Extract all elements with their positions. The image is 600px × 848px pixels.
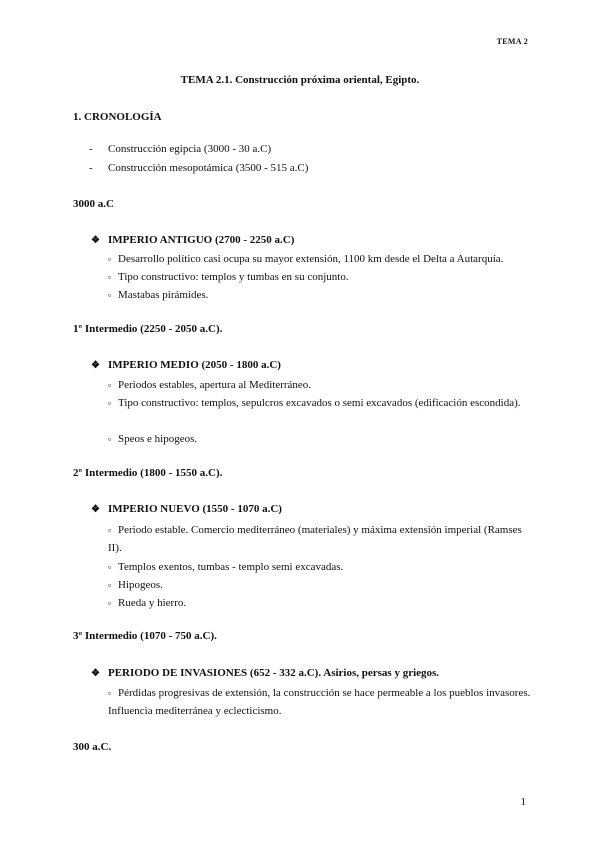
list-item: ▫ Desarrollo político casi ocupa su mayor extensión, 1100 km desde el Delta a Autarquía. bbox=[108, 250, 538, 268]
era-heading-imperio-nuevo: ❖ IMPERIO NUEVO (1550 - 1070 a.C) bbox=[91, 503, 282, 515]
diamond-bullet-icon: ❖ bbox=[91, 360, 100, 371]
square-bullet-icon: ▫ bbox=[108, 398, 112, 408]
period-heading: 1º Intermedio (2250 - 2050 a.C). bbox=[73, 323, 223, 335]
list-item: ▫ Hipogeos. bbox=[108, 576, 538, 594]
square-bullet-icon: ▫ bbox=[108, 434, 112, 444]
list-item: ▫ Tipo constructivo: templos, sepulcros excavados o semi excavados (edificación escondida). bbox=[108, 394, 538, 412]
date-marker: 3000 a.C bbox=[73, 198, 114, 210]
list-item: ▫ Pérdidas progresivas de extensión, la construcción se hace permeable a los pueblos invasores. Influencia mediterránea y eclecticismo. bbox=[108, 684, 538, 720]
page-title: TEMA 2.1. Construcción próxima oriental, Egipto. bbox=[180, 74, 420, 86]
square-bullet-icon: ▫ bbox=[108, 254, 112, 264]
list-item: ▫ Mastabas pirámides. bbox=[108, 286, 538, 304]
period-heading: 2º Intermedio (1800 - 1550 a.C). bbox=[73, 467, 223, 479]
list-item: ▫ Tipo constructivo: templos y tumbas en su conjunto. bbox=[108, 268, 538, 286]
list-item: ▫ Speos e hipogeos. bbox=[108, 430, 538, 448]
era-heading-invasiones: ❖ PERIODO DE INVASIONES (652 - 332 a.C). Asirios, persas y griegos. bbox=[91, 667, 440, 679]
era-heading-imperio-antiguo: ❖ IMPERIO ANTIGUO (2700 - 2250 a.C) bbox=[91, 234, 295, 246]
diamond-bullet-icon: ❖ bbox=[91, 504, 100, 515]
section-heading-cronologia: 1. CRONOLOGÍA bbox=[73, 111, 162, 123]
square-bullet-icon: ▫ bbox=[108, 525, 112, 535]
running-header: TEMA 2 bbox=[496, 37, 528, 46]
list-item: ▫ Periodo estable. Comercio mediterráneo (materiales) y máxima extensión imperial (Ramses II). bbox=[108, 521, 538, 557]
list-item: ▫ Rueda y hierro. bbox=[108, 594, 538, 612]
list-item: ▫ Periodos estables, apertura al Mediterráneo. bbox=[108, 376, 538, 394]
page-number: 1 bbox=[520, 796, 526, 808]
date-marker: 300 a.C. bbox=[73, 741, 112, 753]
diamond-bullet-icon: ❖ bbox=[91, 235, 100, 246]
list-item: - Construcción egipcia (3000 - 30 a.C) bbox=[89, 143, 272, 155]
diamond-bullet-icon: ❖ bbox=[91, 668, 100, 679]
era-heading-imperio-medio: ❖ IMPERIO MEDIO (2050 - 1800 a.C) bbox=[91, 359, 281, 371]
square-bullet-icon: ▫ bbox=[108, 290, 112, 300]
square-bullet-icon: ▫ bbox=[108, 562, 112, 572]
square-bullet-icon: ▫ bbox=[108, 580, 112, 590]
square-bullet-icon: ▫ bbox=[108, 598, 112, 608]
square-bullet-icon: ▫ bbox=[108, 272, 112, 282]
list-item: - Construcción mesopotámica (3500 - 515 a.C) bbox=[89, 162, 309, 174]
period-heading: 3º Intermedio (1070 - 750 a.C). bbox=[73, 630, 217, 642]
square-bullet-icon: ▫ bbox=[108, 380, 112, 390]
list-item: ▫ Templos exentos, tumbas - templo semi excavadas. bbox=[108, 558, 538, 576]
square-bullet-icon: ▫ bbox=[108, 688, 112, 698]
